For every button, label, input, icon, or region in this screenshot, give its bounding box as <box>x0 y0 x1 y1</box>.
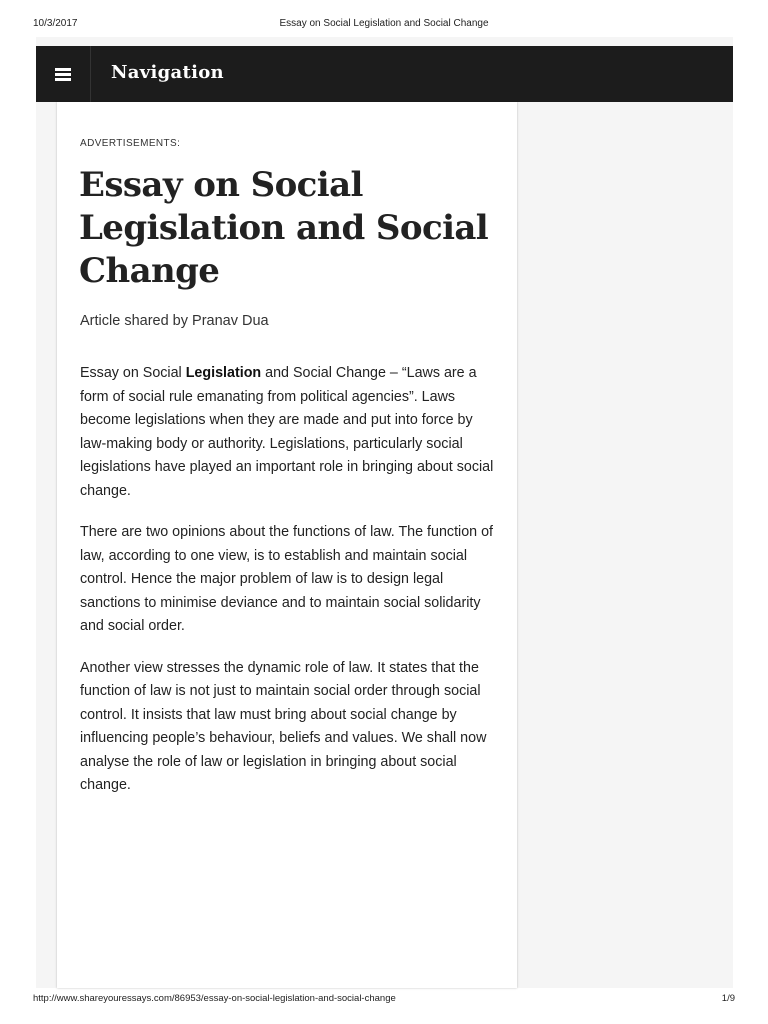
print-header <box>0 18 768 32</box>
paragraph-text: and Social Change – “Laws are a form of social rule emanating from political agencies”. Laws become legislations when they are made and put into force by law-making body or authority. Legislations, particularly social legislations have played an important role in bringing about social change. <box>80 365 494 499</box>
article-body <box>80 362 498 816</box>
print-footer <box>0 993 768 1007</box>
article-card <box>57 102 517 988</box>
keyword-link[interactable]: Legislation <box>185 365 262 381</box>
paragraph <box>80 362 498 503</box>
hamburger-menu-icon <box>55 68 71 81</box>
print-url: http://www.shareyouressays.com/86953/essay-on-social-legislation-and-social-change <box>33 993 396 1004</box>
nav-title[interactable]: Navigation <box>111 62 224 83</box>
navbar <box>36 46 733 102</box>
print-title: Essay on Social Legislation and Social Change <box>279 18 489 29</box>
page-title: Essay on Social Legislation and Social Change <box>79 165 489 291</box>
paragraph-text: Essay on Social <box>80 365 186 381</box>
paragraph: Another view stresses the dynamic role of law. It states that the function of law is not just to maintain social order through social control. It insists that law must bring about social change by influencing people’s behaviour, beliefs and values. We shall now analyse the role of law or legislation in bringing about social change. <box>80 659 487 793</box>
advertisements-label: ADVERTISEMENTS: <box>80 138 181 149</box>
page-number: 1/9 <box>721 993 735 1004</box>
menu-button[interactable] <box>36 46 91 102</box>
article-byline: Article shared by Pranav Dua <box>80 313 269 329</box>
paragraph: There are two opinions about the functions of law. The function of law, according to one view, is to establish and maintain social control. Hence the major problem of law is to design legal sanctions to minimise deviance and to maintain social solidarity and social order. <box>80 524 494 634</box>
print-date: 10/3/2017 <box>33 18 78 29</box>
